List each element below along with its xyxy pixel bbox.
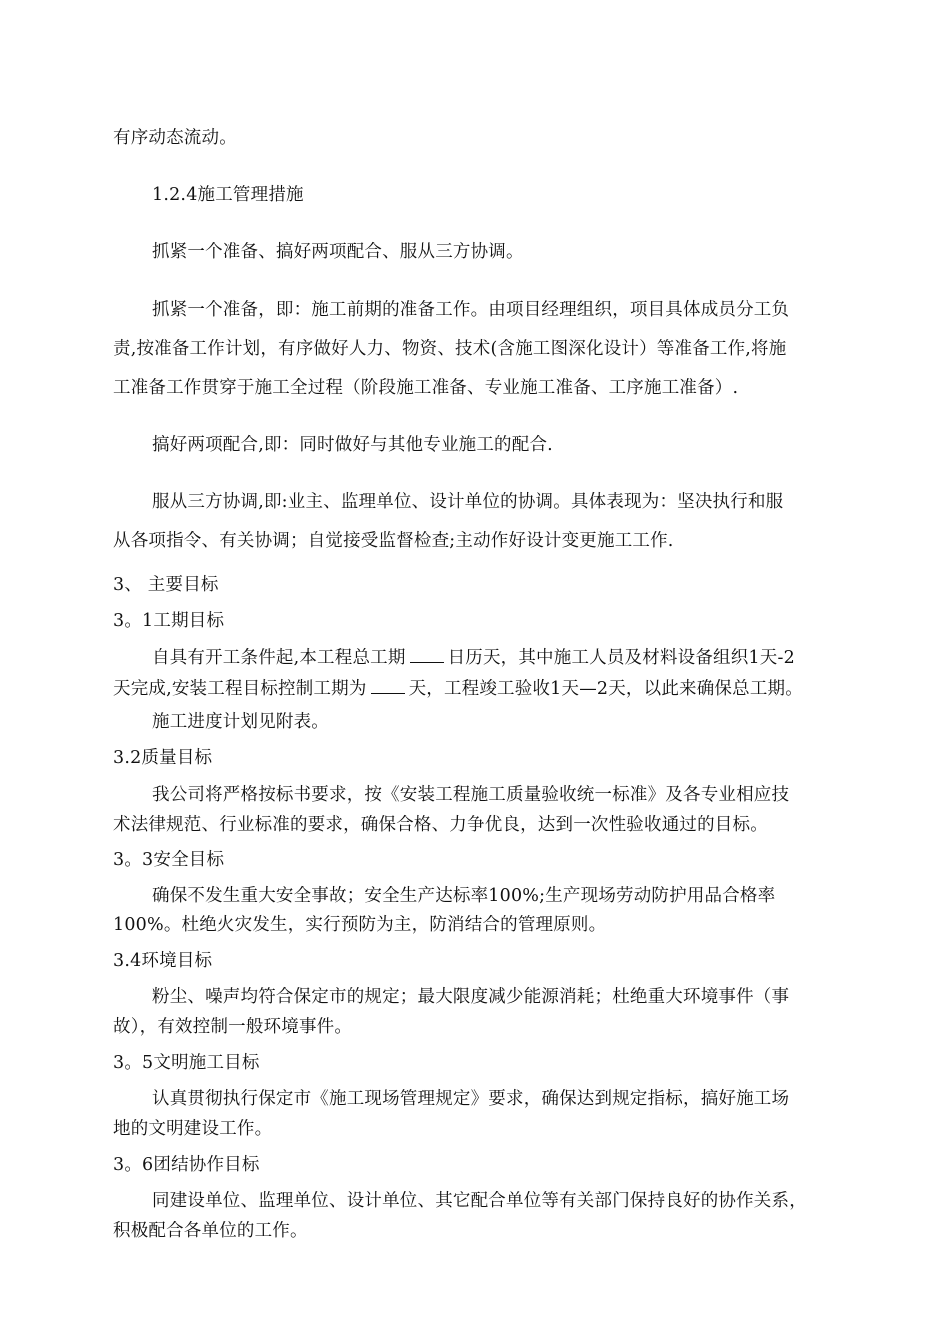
paragraph-line: 同建设单位、监理单位、设计单位、其它配合单位等有关部门保持良好的协作关系， — [152, 1191, 807, 1211]
paragraph-line: 搞好两项配合,即：同时做好与其他专业施工的配合. — [152, 435, 553, 455]
paragraph-line: 100%。杜绝火灾发生，实行预防为主，防消结合的管理原则。 — [113, 915, 607, 935]
paragraph-line: 有序动态流动。 — [113, 128, 237, 148]
line-text: 自具有开工条件起,本工程总工期 — [152, 648, 406, 668]
paragraph-line: 从各项指令、有关协调；自觉接受监督检查;主动作好设计变更施工工作. — [113, 531, 674, 551]
line-text: 天完成,安装工程目标控制工期为 — [113, 679, 367, 699]
paragraph-line: 术法律规范、行业标准的要求，确保合格、力争优良，达到一次性验收通过的目标。 — [113, 815, 768, 835]
section-heading: 3。5文明施工目标 — [113, 1053, 260, 1073]
section-heading: 3。6团结协作目标 — [113, 1155, 260, 1175]
paragraph-line: 服从三方协调,即:业主、监理单位、设计单位的协调。具体表现为：坚决执行和服 — [152, 492, 784, 512]
paragraph-line: 抓紧一个准备、搞好两项配合、服从三方协调。 — [152, 242, 524, 262]
paragraph-line: 施工进度计划见附表。 — [152, 712, 329, 732]
section-heading: 3、 主要目标 — [113, 575, 219, 595]
duration-blank — [371, 677, 405, 694]
paragraph-line: 认真贯彻执行保定市《施工现场管理规定》要求，确保达到规定指标，搞好施工场 — [152, 1089, 790, 1109]
paragraph-line: 故），有效控制一般环境事件。 — [113, 1017, 353, 1037]
paragraph-line: 确保不发生重大安全事故；安全生产达标率100%;生产现场劳动防护用品合格率 — [152, 886, 776, 906]
section-heading: 3.2质量目标 — [113, 748, 213, 768]
paragraph-line — [152, 646, 795, 669]
paragraph-line: 地的文明建设工作。 — [113, 1119, 273, 1139]
section-heading: 3。1工期目标 — [113, 611, 225, 631]
duration-blank — [410, 646, 444, 663]
paragraph-line: 责,按准备工作计划，有序做好人力、物资、技术(含施工图深化设计）等准备工作,将施 — [113, 339, 787, 359]
section-heading: 3。3安全目标 — [113, 850, 225, 870]
paragraph-line: 积极配合各单位的工作。 — [113, 1221, 308, 1241]
paragraph-line: 我公司将严格按标书要求，按《安装工程施工质量验收统一标准》及各专业相应技 — [152, 785, 790, 805]
line-text: 天，工程竣工验收1天—2天，以此来确保总工期。 — [408, 679, 803, 699]
section-heading: 3.4环境目标 — [113, 951, 213, 971]
paragraph-line — [113, 677, 803, 700]
line-text: 日历天，其中施工人员及材料设备组织1天-2 — [447, 648, 795, 668]
section-heading: 1.2.4施工管理措施 — [152, 185, 304, 205]
paragraph-line: 抓紧一个准备，即：施工前期的准备工作。由项目经理组织，项目具体成员分工负 — [152, 300, 790, 320]
paragraph-line: 工准备工作贯穿于施工全过程（阶段施工准备、专业施工准备、工序施工准备）. — [113, 378, 739, 398]
paragraph-line: 粉尘、噪声均符合保定市的规定；最大限度减少能源消耗；杜绝重大环境事件（事 — [152, 987, 790, 1007]
